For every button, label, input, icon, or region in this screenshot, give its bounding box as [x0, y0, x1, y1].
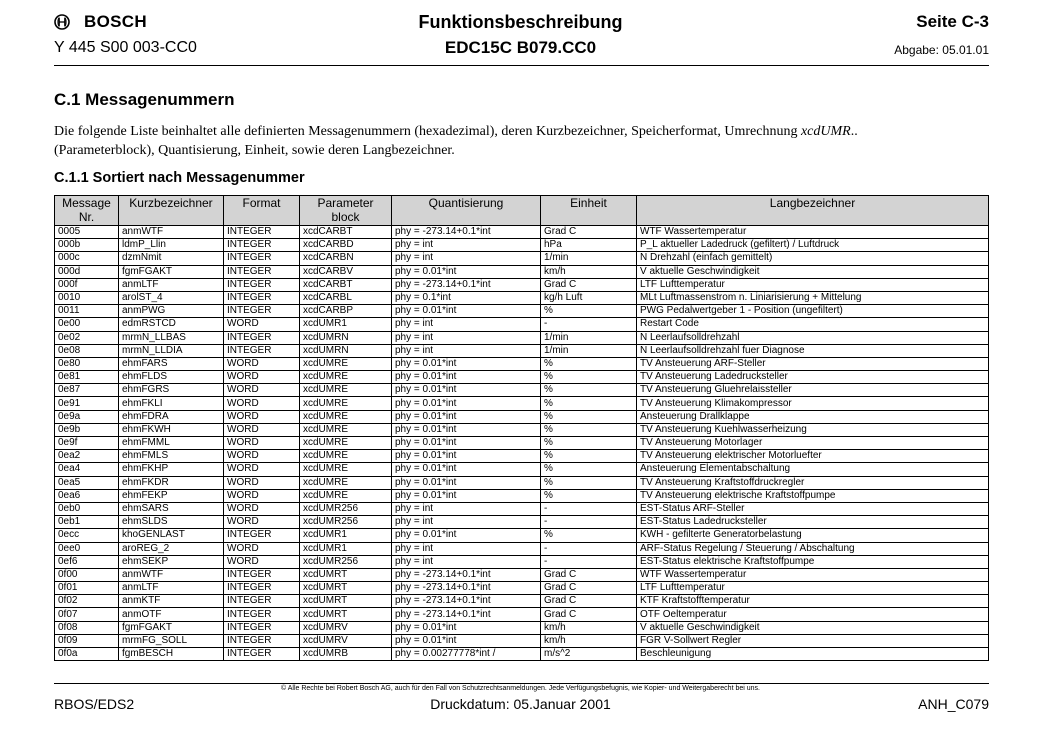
- table-cell: phy = 0.01*int: [392, 437, 541, 450]
- table-cell: %: [541, 476, 637, 489]
- table-cell: WORD: [224, 371, 300, 384]
- table-cell: anmLTF: [119, 278, 224, 291]
- table-cell: hPa: [541, 239, 637, 252]
- table-cell: -: [541, 502, 637, 515]
- table-cell: WORD: [224, 516, 300, 529]
- table-cell: PWG Pedalwertgeber 1 - Position (ungefiltert): [637, 305, 989, 318]
- table-cell: 0011: [55, 305, 119, 318]
- table-row: [55, 621, 989, 634]
- table-cell: km/h: [541, 265, 637, 278]
- table-cell: WORD: [224, 555, 300, 568]
- table-cell: INTEGER: [224, 608, 300, 621]
- column-header: Kurzbezeichner: [119, 196, 224, 226]
- table-cell: 0e81: [55, 371, 119, 384]
- table-cell: WORD: [224, 318, 300, 331]
- table-cell: xcdUMR1: [300, 318, 392, 331]
- table-cell: ehmFARS: [119, 357, 224, 370]
- table-cell: phy = 0.01*int: [392, 423, 541, 436]
- table-cell: phy = int: [392, 318, 541, 331]
- table-cell: xcdUMRN: [300, 344, 392, 357]
- table-cell: xcdUMRE: [300, 463, 392, 476]
- table-cell: INTEGER: [224, 568, 300, 581]
- intro-italic: xcdUMR: [800, 124, 851, 139]
- table-cell: phy = -273.14+0.1*int: [392, 595, 541, 608]
- table-cell: ehmFKWH: [119, 423, 224, 436]
- table-cell: 0005: [55, 226, 119, 239]
- table-row: [55, 384, 989, 397]
- table-cell: WORD: [224, 384, 300, 397]
- table-cell: phy = 0.01*int: [392, 489, 541, 502]
- table-cell: fgmBESCH: [119, 648, 224, 661]
- table-cell: WORD: [224, 502, 300, 515]
- table-row: [55, 648, 989, 661]
- document-title: Funktionsbeschreibung: [418, 12, 623, 32]
- table-cell: 0e87: [55, 384, 119, 397]
- table-cell: 0e08: [55, 344, 119, 357]
- table-cell: ehmFKHP: [119, 463, 224, 476]
- table-cell: ehmFGRS: [119, 384, 224, 397]
- column-header: Quantisierung: [392, 196, 541, 226]
- table-row: [55, 318, 989, 331]
- table-cell: ehmFEKP: [119, 489, 224, 502]
- table-cell: N Drehzahl (einfach gemittelt): [637, 252, 989, 265]
- table-cell: TV Ansteuerung Gluehrelaissteller: [637, 384, 989, 397]
- column-header: Langbezeichner: [637, 196, 989, 226]
- table-row: [55, 252, 989, 265]
- table-cell: ehmFMML: [119, 437, 224, 450]
- table-cell: INTEGER: [224, 265, 300, 278]
- table-cell: %: [541, 529, 637, 542]
- table-cell: xcdCARBP: [300, 305, 392, 318]
- table-cell: anmLTF: [119, 582, 224, 595]
- table-cell: Grad C: [541, 278, 637, 291]
- table-cell: xcdUMRE: [300, 450, 392, 463]
- table-cell: 0f02: [55, 595, 119, 608]
- table-cell: 0e02: [55, 331, 119, 344]
- brand-name: BOSCH: [84, 12, 147, 31]
- table-cell: TV Ansteuerung ARF-Steller: [637, 357, 989, 370]
- table-cell: 0eb0: [55, 502, 119, 515]
- table-cell: phy = 0.01*int: [392, 357, 541, 370]
- table-cell: INTEGER: [224, 239, 300, 252]
- table-cell: 000c: [55, 252, 119, 265]
- table-cell: P_L aktueller Ladedruck (gefiltert) / Luftdruck: [637, 239, 989, 252]
- table-cell: TV Ansteuerung elektrischer Motorluefter: [637, 450, 989, 463]
- table-cell: ehmFMLS: [119, 450, 224, 463]
- table-cell: m/s^2: [541, 648, 637, 661]
- table-cell: arolST_4: [119, 291, 224, 304]
- table-cell: ehmFLDS: [119, 371, 224, 384]
- table-cell: WTF Wassertemperatur: [637, 226, 989, 239]
- table-cell: aroREG_2: [119, 542, 224, 555]
- table-row: [55, 582, 989, 595]
- table-cell: 0f08: [55, 621, 119, 634]
- table-cell: INTEGER: [224, 305, 300, 318]
- table-cell: phy = 0.01*int: [392, 371, 541, 384]
- table-cell: EST-Status Ladedrucksteller: [637, 516, 989, 529]
- table-row: [55, 331, 989, 344]
- table-cell: 0ecc: [55, 529, 119, 542]
- table-cell: 0eb1: [55, 516, 119, 529]
- table-cell: anmKTF: [119, 595, 224, 608]
- table-cell: WORD: [224, 410, 300, 423]
- table-cell: xcdUMR1: [300, 529, 392, 542]
- table-cell: phy = 0.01*int: [392, 463, 541, 476]
- subsection-heading: C.1.1 Sortiert nach Messagenummer: [54, 170, 305, 186]
- table-cell: INTEGER: [224, 582, 300, 595]
- table-cell: xcdCARBV: [300, 265, 392, 278]
- table-cell: 1/min: [541, 252, 637, 265]
- table-cell: %: [541, 397, 637, 410]
- table-cell: KWH - gefilterte Generatorbelastung: [637, 529, 989, 542]
- table-row: [55, 226, 989, 239]
- table-cell: KTF Kraftstofftemperatur: [637, 595, 989, 608]
- print-date: Druckdatum: 05.Januar 2001: [430, 696, 611, 712]
- table-cell: %: [541, 384, 637, 397]
- table-row: [55, 502, 989, 515]
- table-header-row: [55, 196, 989, 226]
- table-cell: INTEGER: [224, 278, 300, 291]
- table-cell: FGR V-Sollwert Regler: [637, 634, 989, 647]
- table-cell: WORD: [224, 542, 300, 555]
- table-cell: ldmP_Llin: [119, 239, 224, 252]
- table-cell: phy = -273.14+0.1*int: [392, 582, 541, 595]
- table-cell: phy = 0.01*int: [392, 265, 541, 278]
- table-cell: %: [541, 489, 637, 502]
- table-cell: phy = int: [392, 344, 541, 357]
- table-row: [55, 542, 989, 555]
- table-cell: ehmSEKP: [119, 555, 224, 568]
- table-cell: WORD: [224, 357, 300, 370]
- table-cell: %: [541, 410, 637, 423]
- table-cell: ehmFKDR: [119, 476, 224, 489]
- table-cell: edmRSTCD: [119, 318, 224, 331]
- table-cell: -: [541, 542, 637, 555]
- table-cell: %: [541, 305, 637, 318]
- table-cell: WORD: [224, 437, 300, 450]
- table-cell: xcdUMRE: [300, 371, 392, 384]
- table-cell: phy = 0.01*int: [392, 305, 541, 318]
- table-cell: km/h: [541, 634, 637, 647]
- table-row: [55, 463, 989, 476]
- table-cell: xcdCARBL: [300, 291, 392, 304]
- table-row: [55, 516, 989, 529]
- table-cell: xcdUMRE: [300, 489, 392, 502]
- table-cell: phy = int: [392, 555, 541, 568]
- table-cell: fgmFGAKT: [119, 265, 224, 278]
- table-row: [55, 278, 989, 291]
- table-cell: phy = -273.14+0.1*int: [392, 278, 541, 291]
- table-row: [55, 423, 989, 436]
- table-cell: 0f09: [55, 634, 119, 647]
- table-cell: -: [541, 555, 637, 568]
- copyright-notice: © Alle Rechte bei Robert Bosch AG, auch für den Fall von Schutzrechtsanmeldungen. Jede Verfügungsbefugnis, wie Kopier- und Weitergaberecht bei uns.: [281, 685, 760, 692]
- table-cell: INTEGER: [224, 529, 300, 542]
- table-cell: mrmN_LLBAS: [119, 331, 224, 344]
- table-cell: xcdCARBD: [300, 239, 392, 252]
- table-row: [55, 476, 989, 489]
- table-cell: 0f0a: [55, 648, 119, 661]
- table-row: [55, 357, 989, 370]
- table-cell: ehmFKLI: [119, 397, 224, 410]
- table-cell: INTEGER: [224, 344, 300, 357]
- table-cell: INTEGER: [224, 621, 300, 634]
- table-cell: xcdUMR1: [300, 542, 392, 555]
- table-row: [55, 239, 989, 252]
- table-cell: 0e91: [55, 397, 119, 410]
- table-cell: INTEGER: [224, 634, 300, 647]
- table-cell: Grad C: [541, 226, 637, 239]
- table-cell: dzmNmit: [119, 252, 224, 265]
- intro-paragraph: [54, 122, 954, 160]
- table-cell: phy = -273.14+0.1*int: [392, 608, 541, 621]
- table-cell: 0e80: [55, 357, 119, 370]
- table-cell: N Leerlaufsolldrehzahl fuer Diagnose: [637, 344, 989, 357]
- section-heading: C.1 Messagenummern: [54, 90, 235, 109]
- table-row: [55, 450, 989, 463]
- table-cell: EST-Status elektrische Kraftstoffpumpe: [637, 555, 989, 568]
- table-cell: xcdUMRE: [300, 423, 392, 436]
- table-cell: phy = -273.14+0.1*int: [392, 226, 541, 239]
- table-cell: 0f01: [55, 582, 119, 595]
- column-header: Message Nr.: [55, 196, 119, 226]
- table-cell: 0010: [55, 291, 119, 304]
- table-row: [55, 489, 989, 502]
- table-cell: TV Ansteuerung Kraftstoffdruckregler: [637, 476, 989, 489]
- table-cell: xcdUMRE: [300, 397, 392, 410]
- table-cell: OTF Oeltemperatur: [637, 608, 989, 621]
- table-cell: mrmN_LLDIA: [119, 344, 224, 357]
- document-number: Y 445 S00 003-CC0: [54, 39, 197, 56]
- table-cell: WORD: [224, 489, 300, 502]
- table-row: [55, 291, 989, 304]
- intro-text-2: ..(Parameterblock), Quantisierung, Einheit, sowie deren Langbezeichner.: [54, 124, 858, 158]
- table-cell: TV Ansteuerung Klimakompressor: [637, 397, 989, 410]
- table-cell: WORD: [224, 423, 300, 436]
- table-cell: 000f: [55, 278, 119, 291]
- table-cell: anmWTF: [119, 226, 224, 239]
- table-cell: Beschleunigung: [637, 648, 989, 661]
- table-cell: xcdCARBN: [300, 252, 392, 265]
- footer-divider: [54, 683, 989, 684]
- table-row: [55, 344, 989, 357]
- table-cell: phy = int: [392, 252, 541, 265]
- table-row: [55, 410, 989, 423]
- table-cell: INTEGER: [224, 226, 300, 239]
- table-cell: xcdUMRV: [300, 634, 392, 647]
- table-cell: -: [541, 318, 637, 331]
- table-cell: TV Ansteuerung Motorlager: [637, 437, 989, 450]
- table-cell: INTEGER: [224, 331, 300, 344]
- table-cell: EST-Status ARF-Steller: [637, 502, 989, 515]
- footer-department: RBOS/EDS2: [54, 696, 135, 712]
- table-cell: phy = 0.1*int: [392, 291, 541, 304]
- table-cell: ARF-Status Regelung / Steuerung / Abschaltung: [637, 542, 989, 555]
- table-cell: xcdUMRN: [300, 331, 392, 344]
- table-body: [55, 226, 989, 661]
- table-cell: ehmFDRA: [119, 410, 224, 423]
- table-cell: Ansteuerung Elementabschaltung: [637, 463, 989, 476]
- table-row: [55, 397, 989, 410]
- table-cell: xcdUMRT: [300, 568, 392, 581]
- column-header: Parameter block: [300, 196, 392, 226]
- table-cell: phy = 0.01*int: [392, 384, 541, 397]
- table-cell: WTF Wassertemperatur: [637, 568, 989, 581]
- table-cell: 000d: [55, 265, 119, 278]
- table-cell: phy = 0.01*int: [392, 397, 541, 410]
- table-cell: INTEGER: [224, 648, 300, 661]
- table-cell: xcdCARBT: [300, 278, 392, 291]
- table-cell: 0f07: [55, 608, 119, 621]
- table-cell: WORD: [224, 463, 300, 476]
- table-cell: anmPWG: [119, 305, 224, 318]
- table-cell: xcdUMRE: [300, 357, 392, 370]
- table-cell: 0ea5: [55, 476, 119, 489]
- table-cell: Ansteuerung Drallklappe: [637, 410, 989, 423]
- table-cell: xcdUMRV: [300, 621, 392, 634]
- table-cell: TV Ansteuerung elektrische Kraftstoffpumpe: [637, 489, 989, 502]
- table-cell: phy = 0.01*int: [392, 450, 541, 463]
- table-cell: %: [541, 437, 637, 450]
- table-cell: LTF Lufttemperatur: [637, 582, 989, 595]
- table-cell: 0ef6: [55, 555, 119, 568]
- table-cell: phy = 0.01*int: [392, 621, 541, 634]
- table-cell: xcdCARBT: [300, 226, 392, 239]
- table-cell: xcdUMR256: [300, 502, 392, 515]
- header-divider: [54, 65, 989, 66]
- table-cell: xcdUMRE: [300, 410, 392, 423]
- table-cell: khoGENLAST: [119, 529, 224, 542]
- table-row: [55, 568, 989, 581]
- table-cell: xcdUMRT: [300, 582, 392, 595]
- table-cell: mrmFG_SOLL: [119, 634, 224, 647]
- table-cell: phy = int: [392, 331, 541, 344]
- table-row: [55, 529, 989, 542]
- table-cell: 0ea6: [55, 489, 119, 502]
- table-cell: V aktuelle Geschwindigkeit: [637, 265, 989, 278]
- table-row: [55, 265, 989, 278]
- table-cell: INTEGER: [224, 595, 300, 608]
- table-row: [55, 595, 989, 608]
- table-cell: LTF Lufttemperatur: [637, 278, 989, 291]
- column-header: Format: [224, 196, 300, 226]
- table-row: [55, 634, 989, 647]
- table-cell: V aktuelle Geschwindigkeit: [637, 621, 989, 634]
- table-cell: 0e00: [55, 318, 119, 331]
- table-cell: %: [541, 357, 637, 370]
- table-row: [55, 555, 989, 568]
- table-cell: 1/min: [541, 344, 637, 357]
- table-cell: INTEGER: [224, 252, 300, 265]
- table-cell: Grad C: [541, 595, 637, 608]
- table-cell: phy = int: [392, 239, 541, 252]
- table-cell: Grad C: [541, 608, 637, 621]
- table-cell: WORD: [224, 476, 300, 489]
- table-cell: phy = 0.01*int: [392, 476, 541, 489]
- table-cell: TV Ansteuerung Ladedrucksteller: [637, 371, 989, 384]
- table-cell: WORD: [224, 397, 300, 410]
- table-cell: phy = 0.00277778*int /: [392, 648, 541, 661]
- table-cell: phy = -273.14+0.1*int: [392, 568, 541, 581]
- table-cell: anmWTF: [119, 568, 224, 581]
- table-cell: 0ea4: [55, 463, 119, 476]
- table-cell: MLt Luftmassenstrom n. Liniarisierung + Mittelung: [637, 291, 989, 304]
- table-cell: ehmSLDS: [119, 516, 224, 529]
- table-cell: anmOTF: [119, 608, 224, 621]
- table-cell: ehmSARS: [119, 502, 224, 515]
- table-cell: 0f00: [55, 568, 119, 581]
- table-cell: xcdUMRT: [300, 595, 392, 608]
- table-cell: TV Ansteuerung Kuehlwasserheizung: [637, 423, 989, 436]
- table-cell: INTEGER: [224, 291, 300, 304]
- issue-date: Abgabe: 05.01.01: [894, 43, 989, 57]
- table-cell: km/h: [541, 621, 637, 634]
- table-cell: 0e9a: [55, 410, 119, 423]
- table-cell: xcdUMR256: [300, 555, 392, 568]
- table-cell: Grad C: [541, 568, 637, 581]
- table-cell: 0e9f: [55, 437, 119, 450]
- table-cell: %: [541, 463, 637, 476]
- table-row: [55, 608, 989, 621]
- table-cell: xcdUMRE: [300, 476, 392, 489]
- document-subtitle: EDC15C B079.CC0: [444, 38, 597, 57]
- table-cell: xcdUMR256: [300, 516, 392, 529]
- table-row: [55, 305, 989, 318]
- footer-reference: ANH_C079: [918, 696, 989, 712]
- table-cell: xcdUMRT: [300, 608, 392, 621]
- table-cell: phy = 0.01*int: [392, 529, 541, 542]
- table-cell: %: [541, 371, 637, 384]
- table-cell: phy = int: [392, 542, 541, 555]
- page-number: Seite C-3: [916, 12, 989, 31]
- table-cell: phy = 0.01*int: [392, 634, 541, 647]
- table-cell: WORD: [224, 450, 300, 463]
- table-cell: 0ea2: [55, 450, 119, 463]
- table-cell: 000b: [55, 239, 119, 252]
- column-header: Einheit: [541, 196, 637, 226]
- table-row: [55, 371, 989, 384]
- table-cell: Restart Code: [637, 318, 989, 331]
- table-cell: 0ee0: [55, 542, 119, 555]
- table-cell: Grad C: [541, 582, 637, 595]
- table-cell: xcdUMRE: [300, 384, 392, 397]
- table-cell: 0e9b: [55, 423, 119, 436]
- table-row: [55, 437, 989, 450]
- table-cell: phy = int: [392, 502, 541, 515]
- message-table: [54, 195, 989, 661]
- table-cell: N Leerlaufsolldrehzahl: [637, 331, 989, 344]
- table-cell: %: [541, 450, 637, 463]
- table-cell: xcdUMRE: [300, 437, 392, 450]
- table-cell: 1/min: [541, 331, 637, 344]
- table-cell: xcdUMRB: [300, 648, 392, 661]
- table-cell: kg/h Luft: [541, 291, 637, 304]
- table-cell: -: [541, 516, 637, 529]
- table-cell: %: [541, 423, 637, 436]
- table-cell: phy = int: [392, 516, 541, 529]
- intro-text-1: Die folgende Liste beinhaltet alle definierten Messagenummern (hexadezimal), deren Kurzbezeichner, Speicherformat, Umrechnung: [54, 124, 798, 139]
- table-cell: phy = 0.01*int: [392, 410, 541, 423]
- table-cell: fgmFGAKT: [119, 621, 224, 634]
